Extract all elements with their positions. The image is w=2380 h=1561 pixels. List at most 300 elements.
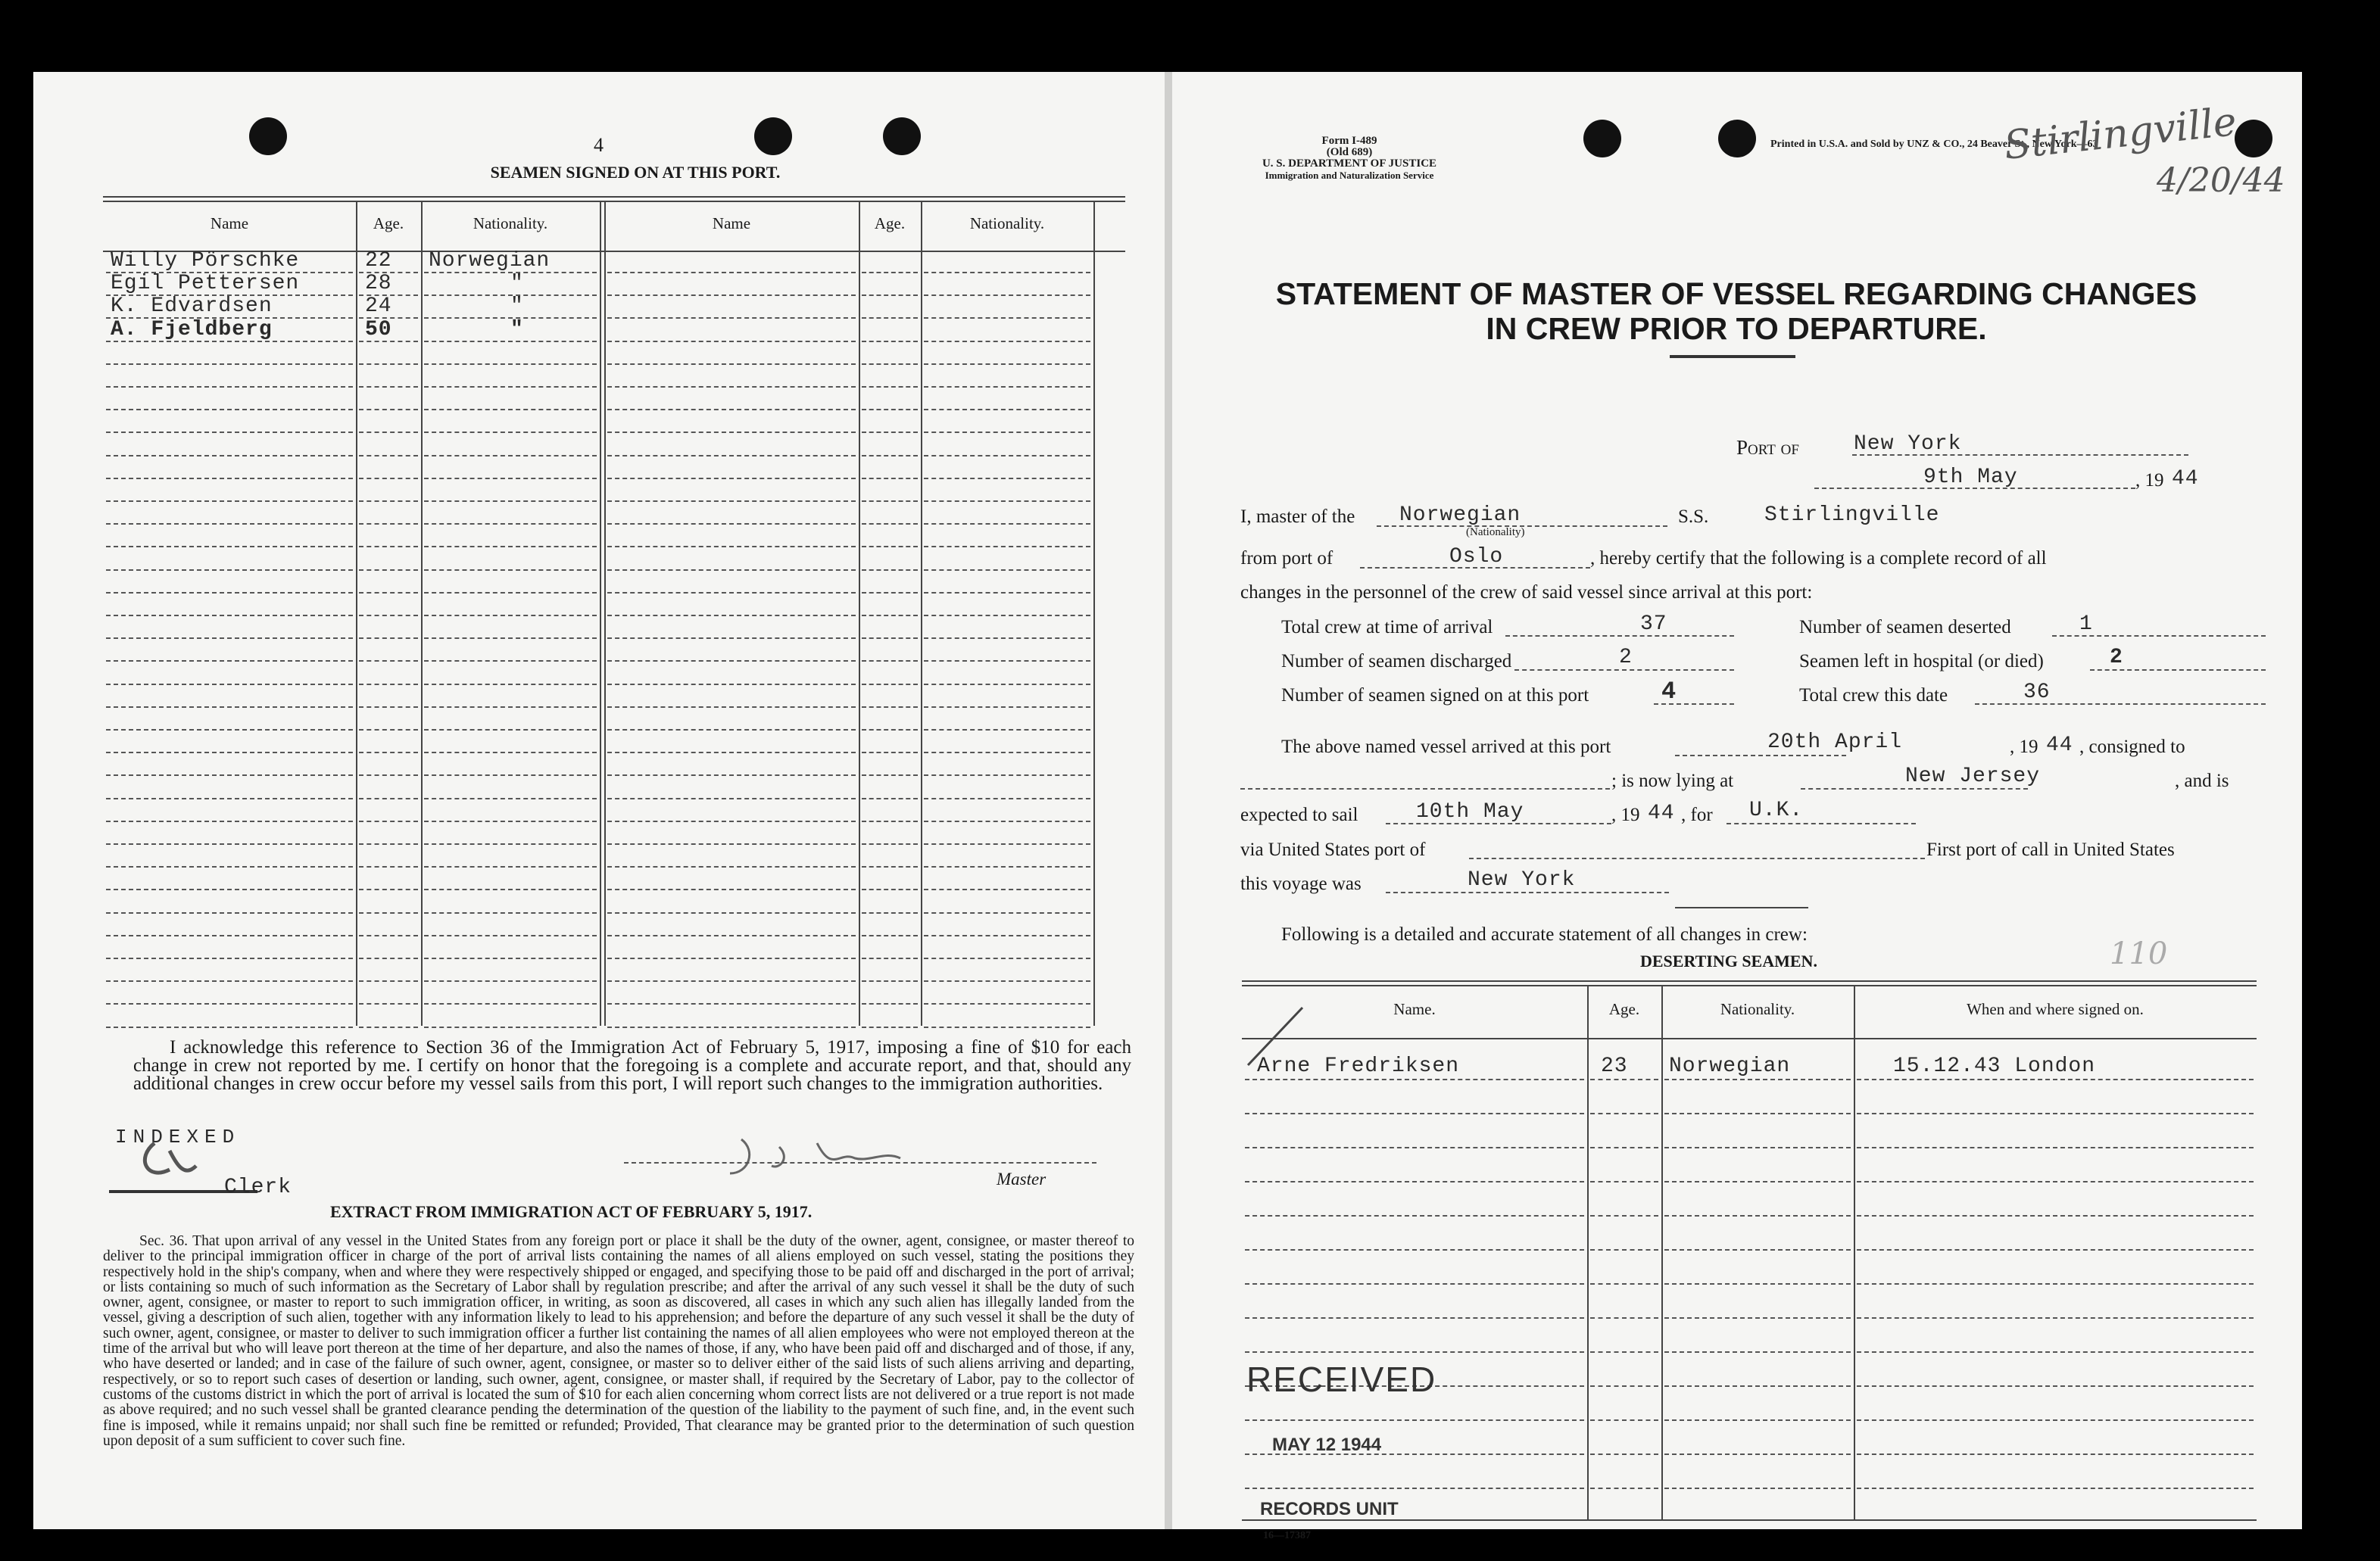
ruled-line: [359, 569, 418, 571]
ruled-line: [359, 432, 418, 433]
ruled-line: [924, 478, 1090, 479]
ruled-line: [424, 523, 597, 525]
ruled-line: [924, 684, 1090, 685]
col-divider: [1854, 985, 1855, 1519]
col-header-age: Age.: [1608, 1000, 1640, 1018]
total-date-value: 36: [2023, 681, 2051, 704]
ruled-line: [1664, 1351, 1851, 1353]
ss-label: S.S.: [1678, 506, 1709, 527]
ruled-line: [1590, 1113, 1658, 1114]
master-label: Master: [997, 1170, 1047, 1189]
ruled-line: [424, 774, 597, 776]
col-divider: [421, 201, 423, 1026]
ruled-line: [1857, 1419, 2254, 1421]
ruled-line: [862, 592, 918, 594]
ruled-line: [607, 637, 856, 639]
ruled-line: [924, 272, 1090, 273]
ruled-line: [106, 843, 353, 845]
ruled-line: [924, 866, 1090, 868]
ruled-line: [1664, 1283, 1851, 1285]
left-page: [33, 72, 1169, 1529]
ruled-line: [924, 912, 1090, 914]
ruled-line: [862, 752, 918, 753]
ruled-line: [1857, 1454, 2254, 1455]
ruled-line: [607, 363, 856, 365]
title-line-1: STATEMENT OF MASTER OF VESSEL REGARDING CHANGES: [1275, 276, 2198, 311]
col-divider: [356, 201, 357, 1026]
ruled-line: [1590, 1351, 1658, 1353]
ruled-line: [359, 523, 418, 525]
total-date-label: Total crew this date: [1799, 685, 1948, 706]
ruled-line: [1590, 1385, 1658, 1387]
ruled-line: [1245, 1419, 1584, 1421]
ruled-line: [607, 866, 856, 868]
table-rule: [103, 201, 1125, 202]
lying-label: ; is now lying at: [1611, 771, 1734, 791]
first-port-label: First port of call in United States: [1926, 840, 2175, 860]
ruled-line: [106, 500, 353, 502]
ruled-line: [924, 1027, 1090, 1028]
ruled-line: [1857, 1351, 2254, 1353]
ruled-line: [924, 546, 1090, 547]
printer-line: Printed in U.S.A. and Sold by UNZ & CO., 24 Beaver St., New York—63: [1770, 139, 2098, 150]
ruled-line: [924, 660, 1090, 662]
ruled-line: [424, 432, 597, 433]
ruled-line: [106, 774, 353, 776]
punch-hole: [249, 117, 287, 155]
records-unit-stamp: RECORDS UNIT: [1260, 1499, 1399, 1519]
col-divider: [600, 201, 601, 1026]
ruled-line: [607, 500, 856, 502]
row-nationality: Norwegian: [429, 249, 551, 273]
ruled-line: [924, 455, 1090, 456]
ruled-line: [862, 660, 918, 662]
ruled-line: [862, 500, 918, 502]
ruled-line: [607, 432, 856, 433]
ruled-line: [862, 958, 918, 959]
ruled-line: [862, 317, 918, 319]
ruled-line: [359, 935, 418, 936]
port-label: Port of: [1736, 436, 1799, 459]
ruled-line: [424, 546, 597, 547]
ruled-line: [1590, 1079, 1658, 1080]
col-header-name: Name: [210, 214, 249, 232]
deserted-value: 1: [2079, 612, 2093, 636]
col-header-nationality: Nationality.: [969, 214, 1045, 232]
row-age: 50: [365, 318, 392, 341]
ruled-line: [924, 386, 1090, 388]
clerk-initials: [132, 1136, 207, 1189]
ruled-line: [106, 684, 353, 685]
ruled-line: [862, 706, 918, 708]
ruled-line: [1245, 1215, 1584, 1217]
ruled-line: [1664, 1488, 1851, 1489]
ruled-line: [106, 866, 353, 868]
ruled-line: [1245, 1283, 1584, 1285]
col-divider: [604, 201, 606, 1026]
signed-on-label: Number of seamen signed on at this port: [1281, 685, 1589, 706]
ruled-line: [607, 294, 856, 296]
port-value: New York: [1854, 432, 1962, 456]
ruled-line: [924, 294, 1090, 296]
ruled-line: [1664, 1215, 1851, 1217]
acknowledgement-text: I acknowledge this reference to Section 36 of the Immigration Act of February 5, 1917, imposing a fine of $10 for each change in crew not reported by me. I certify on honor that the foregoing is a complete and accurate report, and that, should any additional changes in crew occur before my vessel sails from this port, I will report such changes to the immigration authorities.: [133, 1037, 1131, 1094]
ruled-line: [1590, 1419, 1658, 1421]
ruled-line: [359, 363, 418, 365]
punch-hole: [883, 117, 921, 155]
ruled-line: [106, 980, 353, 982]
ruled-line: [359, 821, 418, 822]
table-rule: [1242, 985, 2257, 986]
department: U. S. DEPARTMENT OF JUSTICE: [1262, 157, 1437, 170]
ruled-line: [924, 569, 1090, 571]
ruled-line: [424, 729, 597, 731]
ruled-line: [359, 1003, 418, 1005]
and-is-label: , and is: [2175, 771, 2229, 791]
ruled-line: [862, 294, 918, 296]
ruled-line: [1590, 1488, 1658, 1489]
ruled-line: [1664, 1249, 1851, 1251]
ruled-line: [424, 798, 597, 799]
ruled-line: [924, 774, 1090, 776]
lying-line: [1801, 788, 2028, 790]
ruled-line: [424, 637, 597, 639]
punch-hole: [1583, 120, 1621, 157]
ruled-line: [359, 912, 418, 914]
arrived-label: The above named vessel arrived at this port: [1281, 737, 1611, 757]
voyage-line: [1386, 892, 1669, 893]
row-name: Willy Pörschke: [111, 249, 300, 273]
ruled-line: [607, 912, 856, 914]
received-date-stamp: MAY 12 1944: [1272, 1435, 1382, 1455]
ruled-line: [924, 432, 1090, 433]
ruled-line: [607, 272, 856, 273]
total-arrival-label: Total crew at time of arrival: [1281, 617, 1493, 637]
ruled-line: [924, 935, 1090, 936]
total-arrival-value: 37: [1640, 612, 1667, 636]
ruled-line: [359, 980, 418, 982]
arrived-value: 20th April: [1767, 731, 1903, 754]
date-value: 9th May: [1923, 466, 2018, 489]
row-age: 28: [365, 272, 392, 295]
ruled-line: [924, 729, 1090, 731]
ruled-line: [924, 341, 1090, 342]
ruled-line: [862, 729, 918, 731]
table-rule: [103, 196, 1125, 198]
ruled-line: [1664, 1181, 1851, 1182]
ruled-line: [862, 637, 918, 639]
ruled-line: [924, 821, 1090, 822]
form-old: (Old 689): [1326, 146, 1373, 158]
ruled-line: [607, 798, 856, 799]
row-age: 24: [365, 294, 392, 318]
ruled-line: [924, 500, 1090, 502]
ruled-line: [424, 409, 597, 410]
ruled-line: [1245, 1079, 1584, 1080]
right-page: [1172, 72, 2302, 1541]
ruled-line: [424, 843, 597, 845]
form-number: Form I-489: [1321, 135, 1377, 147]
year-prefix: , 19: [2135, 470, 2164, 491]
ruled-line: [424, 386, 597, 388]
desert-signed-on: 15.12.43 London: [1893, 1055, 2096, 1078]
ruled-line: [607, 843, 856, 845]
ruled-line: [424, 1003, 597, 1005]
ruled-line: [607, 341, 856, 342]
expected-value: 10th May: [1416, 800, 1524, 824]
arrived-year: 44: [2046, 734, 2073, 757]
ruled-line: [1664, 1385, 1851, 1387]
ruled-line: [1857, 1215, 2254, 1217]
ruled-line: [607, 958, 856, 959]
ruled-line: [106, 752, 353, 753]
ruled-line: [359, 889, 418, 890]
ruled-line: [424, 592, 597, 594]
via-line: [1469, 858, 1925, 859]
punch-hole: [754, 117, 792, 155]
arrived-line: [1675, 755, 1846, 756]
following-text: Following is a detailed and accurate statement of all changes in crew:: [1281, 924, 1808, 945]
ruled-line: [607, 317, 856, 319]
ruled-line: [424, 363, 597, 365]
ruled-line: [607, 935, 856, 936]
ruled-line: [359, 409, 418, 410]
col-header-age: Age.: [373, 214, 404, 232]
ruled-line: [359, 752, 418, 753]
ruled-line: [1664, 1317, 1851, 1319]
deserted-label: Number of seamen deserted: [1799, 617, 2011, 637]
ruled-line: [862, 843, 918, 845]
expected-label: expected to sail: [1240, 805, 1358, 825]
arrived-year-prefix: , 19: [2010, 737, 2038, 757]
indexed-stamp: INDEXED: [115, 1126, 241, 1148]
ruled-line: [359, 1027, 418, 1028]
desert-name: Arne Fredriksen: [1257, 1055, 1460, 1078]
ruled-line: [607, 752, 856, 753]
ruled-line: [1590, 1249, 1658, 1251]
desert-nationality: Norwegian: [1669, 1055, 1791, 1078]
ruled-line: [607, 729, 856, 731]
signed-on-value: 4: [1661, 678, 1677, 706]
col-divider: [1587, 985, 1589, 1519]
title-underline: [1670, 355, 1795, 358]
col-header-name: Name: [712, 214, 751, 232]
ruled-line: [1857, 1488, 2254, 1489]
stat-line: [1505, 635, 1734, 637]
ruled-line: [1590, 1181, 1658, 1182]
stat-line: [1975, 703, 2266, 705]
ruled-line: [862, 798, 918, 799]
ruled-line: [862, 546, 918, 547]
ruled-line: [359, 774, 418, 776]
stat-line: [2090, 669, 2266, 671]
ruled-line: [359, 843, 418, 845]
for-value: U.K.: [1749, 799, 1804, 822]
ruled-line: [924, 889, 1090, 890]
clerk-label: Clerk: [224, 1176, 292, 1199]
from-port-value: Oslo: [1449, 545, 1504, 569]
row-name: K. Edvardsen: [111, 294, 273, 318]
ruled-line: [607, 684, 856, 685]
ruled-line: [1664, 1113, 1851, 1114]
hospital-label: Seamen left in hospital (or died): [1799, 651, 2044, 671]
ruled-line: [607, 1003, 856, 1005]
ruled-line: [106, 912, 353, 914]
ruled-line: [1245, 1317, 1584, 1319]
voyage-divider: [1675, 907, 1808, 908]
ruled-line: [1857, 1249, 2254, 1251]
ruled-line: [424, 958, 597, 959]
row-name: A. Fjeldberg: [111, 318, 273, 341]
consigned-label: , consigned to: [2079, 737, 2185, 757]
ruled-line: [607, 660, 856, 662]
ruled-line: [924, 752, 1090, 753]
ruled-line: [424, 980, 597, 982]
ruled-line: [862, 1027, 918, 1028]
extract-heading: EXTRACT FROM IMMIGRATION ACT OF FEBRUARY 5, 1917.: [330, 1202, 813, 1221]
ruled-line: [924, 409, 1090, 410]
ruled-line: [424, 615, 597, 616]
ruled-line: [1245, 1249, 1584, 1251]
ruled-line: [106, 821, 353, 822]
ruled-line: [862, 409, 918, 410]
ruled-line: [1857, 1181, 2254, 1182]
ruled-line: [424, 569, 597, 571]
nationality-caption: (Nationality): [1466, 526, 1525, 538]
ruled-line: [106, 958, 353, 959]
ruled-line: [607, 980, 856, 982]
row-name: Egil Pettersen: [111, 272, 300, 295]
ruled-line: [862, 615, 918, 616]
hospital-value: 2: [2110, 646, 2123, 669]
ruled-line: [862, 272, 918, 273]
master-of-label: I, master of the: [1240, 506, 1355, 527]
expected-year-prefix: , 19: [1611, 805, 1640, 825]
voyage-value: New York: [1468, 868, 1576, 892]
ruled-line: [424, 455, 597, 456]
handwritten-date: 4/20/44: [2157, 161, 2285, 200]
ruled-line: [862, 866, 918, 868]
ruled-line: [924, 523, 1090, 525]
ship-value: Stirlingville: [1764, 503, 1940, 527]
ruled-line: [862, 912, 918, 914]
extract-text: Sec. 36. That upon arrival of any vessel in the United States from any foreign port or place it shall be the duty of the owner, agent, consignee, or master thereof to deliver to the principal immigration officer in charge of the port of arrival lists containing the names of all aliens employed on such vessel, stating the positions they respectively hold in the ship's company, when and where they were respectively shipped or engaged, and specifying those to be paid off and discharged in the port of arrival; or lists containing so much of such information as the Secretary of Labor shall by regulation prescribe; and after the arrival of any such vessel it shall be the duty of such owner, agent, consignee, or master to report to such immigration officer, in writing, as soon as discovered, all cases in which any such alien has illegally landed from the vessel, giving a description of such alien, together with any information likely to lead to his apprehension; and before the departure of any such vessel it shall be the duty of such owner, agent, consignee, or master to deliver to such immigration officer a further list containing the names of all alien employees who were not employed thereon at the time of the arrival but who will leave port thereon at the time of her departure, and also the names of those, if any, who have been paid off and discharged and of those, if any, who have deserted or landed; and in case of the failure of such owner, agent, consignee, or master so to deliver either of the said lists of such aliens arriving and departing, respectively, or so to report such cases of desertion or landing, such owner, agent, consignee, or master shall, if required by the Secretary of Labor, pay to the collector of customs of the customs district in which the port of arrival is located the sum of $10 for each alien concerning whom correct lists are not delivered or a true report is not made as above required; and no such vessel shall be granted clearance pending the determination of the question of the liability to the payment of such fine, and, in the event such fine is imposed, while it remains unpaid; nor shall such fine be remitted or refunded; Provided, That clearance may be granted prior to the determination of such question upon deposit of a sum sufficient to cover such fine.: [103, 1233, 1134, 1449]
ruled-line: [1245, 1181, 1584, 1182]
ruled-line: [359, 958, 418, 959]
ruled-line: [424, 866, 597, 868]
ruled-line: [359, 729, 418, 731]
ruled-line: [862, 455, 918, 456]
form-header: [1262, 136, 1437, 181]
ruled-line: [607, 455, 856, 456]
signed-on-heading: SEAMEN SIGNED ON AT THIS PORT.: [490, 163, 781, 182]
page-number: 4: [594, 134, 604, 156]
ruled-line: [607, 592, 856, 594]
ruled-line: [862, 935, 918, 936]
ruled-line: [359, 500, 418, 502]
punch-hole: [1718, 120, 1756, 157]
pencil-mark: 110: [2110, 936, 2168, 971]
ruled-line: [1664, 1419, 1851, 1421]
ruled-line: [607, 615, 856, 616]
changes-text: changes in the personnel of the crew of said vessel since arrival at this port:: [1240, 582, 1813, 603]
ruled-line: [424, 478, 597, 479]
ruled-line: [1245, 1113, 1584, 1114]
ruled-line: [424, 935, 597, 936]
col-divider: [921, 201, 922, 1026]
ruled-line: [359, 592, 418, 594]
ruled-line: [1857, 1079, 2254, 1080]
ruled-line: [862, 1003, 918, 1005]
ruled-line: [924, 980, 1090, 982]
ruled-line: [607, 706, 856, 708]
ruled-line: [106, 706, 353, 708]
ruled-line: [1590, 1215, 1658, 1217]
ruled-line: [924, 592, 1090, 594]
nationality-value: Norwegian: [1399, 503, 1521, 527]
ruled-line: [607, 478, 856, 479]
ruled-line: [1857, 1385, 2254, 1387]
ruled-line: [607, 386, 856, 388]
ruled-line: [1857, 1147, 2254, 1148]
ruled-line: [106, 637, 353, 639]
ruled-line: [106, 798, 353, 799]
ruled-line: [106, 889, 353, 890]
table-rule: [1242, 1038, 2257, 1039]
ruled-line: [424, 660, 597, 662]
ruled-line: [924, 637, 1090, 639]
ruled-line: [106, 1003, 353, 1005]
ruled-line: [607, 889, 856, 890]
ruled-line: [359, 684, 418, 685]
consignee-line: [1240, 788, 1610, 790]
received-stamp: RECEIVED: [1246, 1360, 1437, 1399]
ruled-line: [607, 546, 856, 547]
title-line-2: IN CREW PRIOR TO DEPARTURE.: [1486, 311, 1987, 346]
ruled-line: [607, 569, 856, 571]
ruled-line: [106, 432, 353, 433]
ruled-line: [607, 1027, 856, 1028]
lying-value: New Jersey: [1905, 765, 2041, 788]
ruled-line: [359, 615, 418, 616]
row-nationality: ": [510, 272, 524, 295]
ruled-line: [424, 1027, 597, 1028]
ruled-line: [1857, 1283, 2254, 1285]
service: Immigration and Naturalization Service: [1265, 170, 1434, 181]
row-age: 22: [365, 249, 392, 273]
ruled-line: [607, 409, 856, 410]
ruled-line: [862, 341, 918, 342]
ruled-line: [862, 432, 918, 433]
ruled-line: [862, 774, 918, 776]
col-header-age: Age.: [874, 214, 906, 232]
desert-age: 23: [1601, 1055, 1628, 1078]
ruled-line: [862, 821, 918, 822]
ruled-line: [106, 546, 353, 547]
col-divider: [859, 201, 860, 1026]
ruled-line: [862, 684, 918, 685]
row-nationality: ": [510, 318, 524, 341]
ruled-line: [359, 637, 418, 639]
ruled-line: [862, 523, 918, 525]
certify-text: , hereby certify that the following is a complete record of all: [1590, 548, 2047, 569]
ruled-line: [359, 798, 418, 799]
ruled-line: [106, 592, 353, 594]
ruled-line: [607, 774, 856, 776]
ruled-line: [862, 889, 918, 890]
ruled-line: [359, 866, 418, 868]
ruled-line: [607, 523, 856, 525]
